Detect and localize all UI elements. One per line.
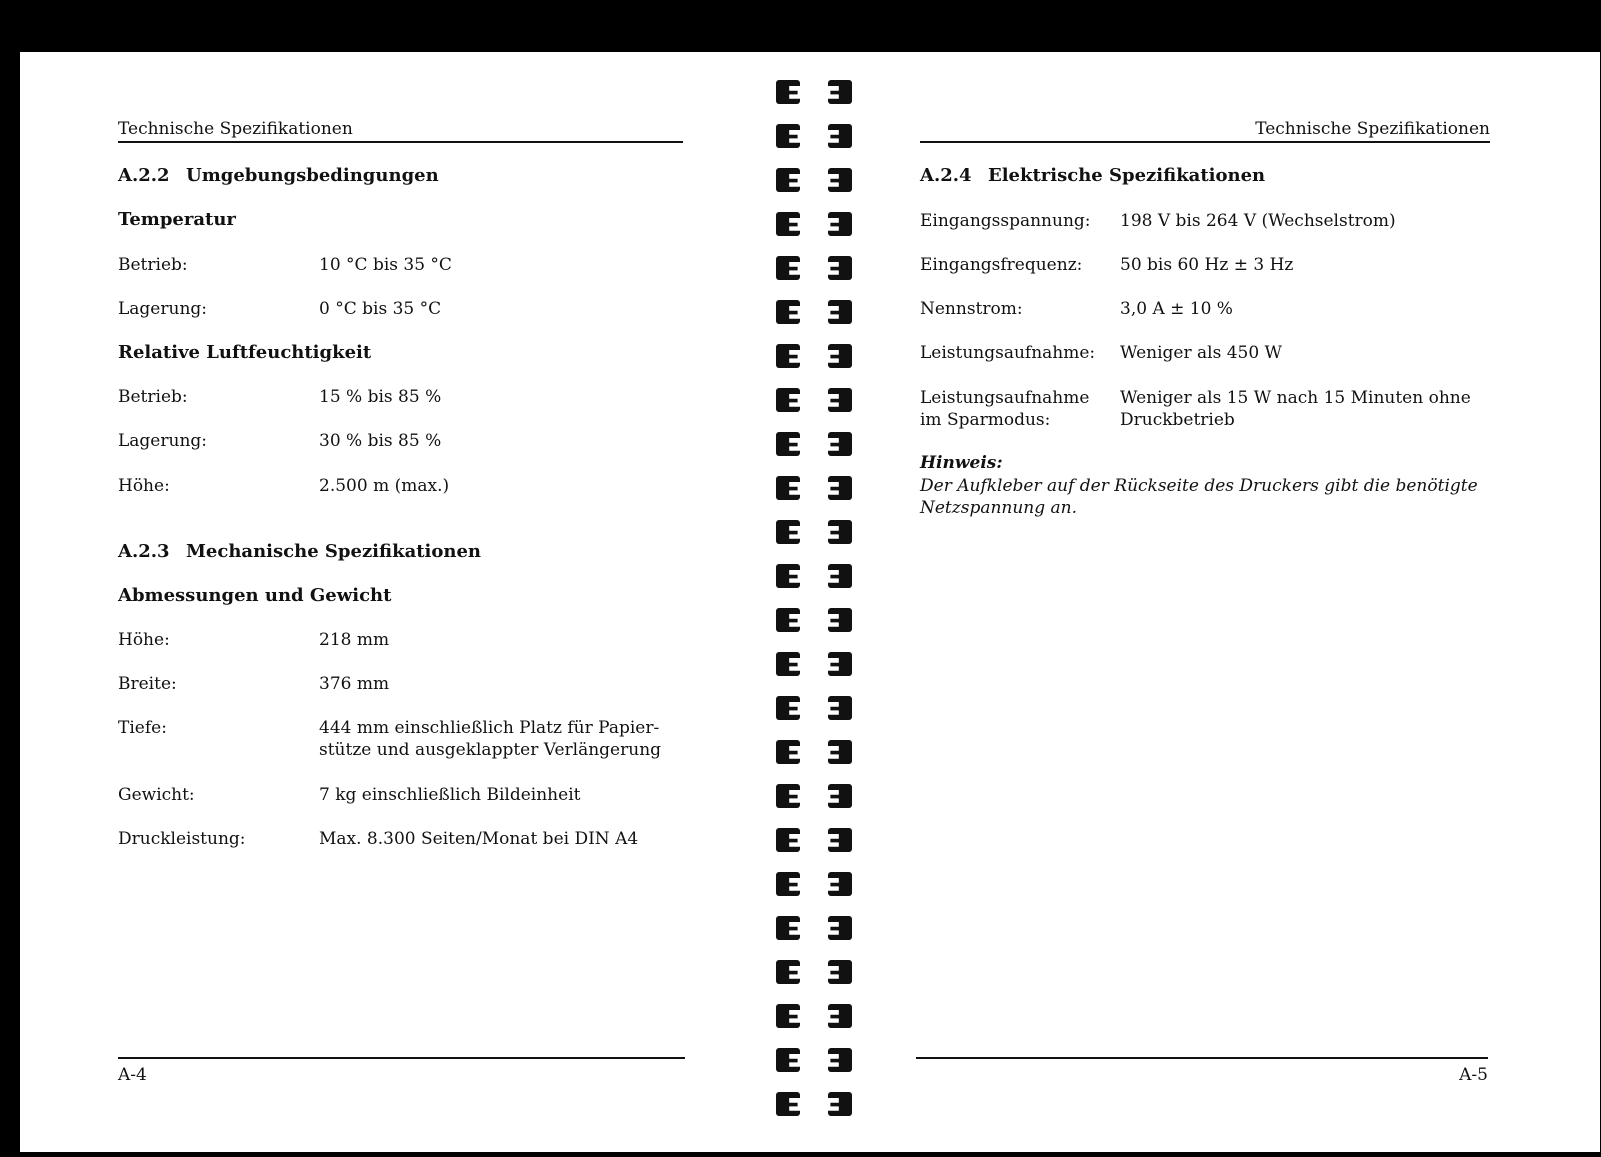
- section-title: Elektrische Spezifikationen: [988, 165, 1266, 186]
- binding-ring: [768, 520, 863, 550]
- page-number: A-4: [118, 1065, 147, 1085]
- spec-value: Weniger als 450 W: [1120, 343, 1283, 363]
- humidity-heading: Relative Luftfeuchtigkeit: [118, 342, 372, 363]
- binding-ring: [768, 1048, 863, 1078]
- spec-value-line: 444 mm einschließlich Platz für Papier-: [319, 718, 660, 738]
- spec-value: 198 V bis 264 V (Wechselstrom): [1120, 211, 1396, 231]
- spec-label-line: Leistungsaufnahme: [920, 388, 1090, 408]
- spec-label: [920, 387, 1120, 431]
- binding-ring: [768, 960, 863, 990]
- binding-ring: [768, 564, 863, 594]
- binding-ring: [768, 124, 863, 154]
- spec-label: Druckleistung:: [118, 829, 246, 849]
- running-head: Technische Spezifikationen: [920, 119, 1490, 143]
- scan-edge: [0, 52, 22, 1157]
- binding-ring: [768, 344, 863, 374]
- note-line: Netzspannung an.: [920, 498, 1078, 518]
- spec-value: 218 mm: [319, 630, 390, 650]
- spec-value-line: Druckbetrieb: [1120, 410, 1235, 430]
- binding-ring: [768, 740, 863, 770]
- binding-ring: [768, 1004, 863, 1034]
- spec-label: Tiefe:: [118, 718, 167, 738]
- binding-ring: [768, 212, 863, 242]
- binding-ring: [768, 476, 863, 506]
- manual-spread: [20, 52, 1600, 1152]
- binding-ring: [768, 828, 863, 858]
- section-title: Umgebungsbedingungen: [186, 165, 439, 186]
- dimensions-heading: Abmessungen und Gewicht: [118, 585, 392, 606]
- spec-value: 7 kg einschließlich Bildeinheit: [319, 785, 581, 805]
- binding-ring: [768, 652, 863, 682]
- binding-ring: [768, 432, 863, 462]
- section-heading-a22: [118, 165, 439, 187]
- spec-label: Breite:: [118, 674, 177, 694]
- spec-value: [319, 717, 684, 761]
- binding-ring: [768, 696, 863, 726]
- page-number: A-5: [1459, 1065, 1488, 1085]
- temperature-heading: Temperatur: [118, 209, 236, 230]
- section-number: A.2.2: [118, 165, 170, 186]
- binding-ring: [768, 784, 863, 814]
- footer-rule: [916, 1057, 1488, 1059]
- spec-value-line: Weniger als 15 W nach 15 Minuten ohne: [1120, 388, 1471, 408]
- spec-value: 50 bis 60 Hz ± 3 Hz: [1120, 255, 1294, 275]
- binding-ring: [768, 388, 863, 418]
- section-number: A.2.4: [920, 165, 972, 186]
- section-title: Mechanische Spezifikationen: [186, 541, 482, 562]
- footer-rule: [118, 1057, 685, 1059]
- spec-value: 0 °C bis 35 °C: [319, 299, 442, 319]
- running-head: Technische Spezifikationen: [118, 119, 683, 143]
- binding-ring: [768, 608, 863, 638]
- binding-ring: [768, 1092, 863, 1122]
- spec-label: Gewicht:: [118, 785, 195, 805]
- binding-ring: [768, 916, 863, 946]
- spec-value: 10 °C bis 35 °C: [319, 255, 452, 275]
- spec-label: Nennstrom:: [920, 299, 1023, 319]
- note-text: [920, 475, 1480, 519]
- binding-ring: [768, 872, 863, 902]
- spec-label: Betrieb:: [118, 387, 188, 407]
- spec-label: Eingangsfrequenz:: [920, 255, 1083, 275]
- spiral-binding: [768, 80, 863, 1140]
- spec-value: 30 % bis 85 %: [319, 431, 442, 451]
- spec-label-line: im Sparmodus:: [920, 410, 1051, 430]
- section-heading-a24: [920, 165, 1265, 187]
- spec-label: Lagerung:: [118, 431, 208, 451]
- binding-ring: [768, 80, 863, 110]
- spec-value: 15 % bis 85 %: [319, 387, 442, 407]
- spec-label: Höhe:: [118, 630, 170, 650]
- spec-value: [1120, 387, 1490, 431]
- note-line: Der Aufkleber auf der Rückseite des Druckers gibt die benötigte: [920, 476, 1478, 496]
- section-number: A.2.3: [118, 541, 170, 562]
- note-heading: Hinweis:: [920, 453, 1003, 473]
- spec-value: 3,0 A ± 10 %: [1120, 299, 1233, 319]
- spec-value-line: stütze und ausgeklappter Verlängerung: [319, 740, 662, 760]
- spec-label: Lagerung:: [118, 299, 208, 319]
- spec-label: Leistungsaufnahme:: [920, 343, 1096, 363]
- spec-label: Betrieb:: [118, 255, 188, 275]
- binding-ring: [768, 300, 863, 330]
- section-heading-a23: [118, 541, 481, 563]
- spec-label: Höhe:: [118, 476, 170, 496]
- spec-label: Eingangsspannung:: [920, 211, 1091, 231]
- binding-ring: [768, 256, 863, 286]
- spec-value: Max. 8.300 Seiten/Monat bei DIN A4: [319, 829, 639, 849]
- binding-ring: [768, 168, 863, 198]
- spec-value: 2.500 m (max.): [319, 476, 450, 496]
- spec-value: 376 mm: [319, 674, 390, 694]
